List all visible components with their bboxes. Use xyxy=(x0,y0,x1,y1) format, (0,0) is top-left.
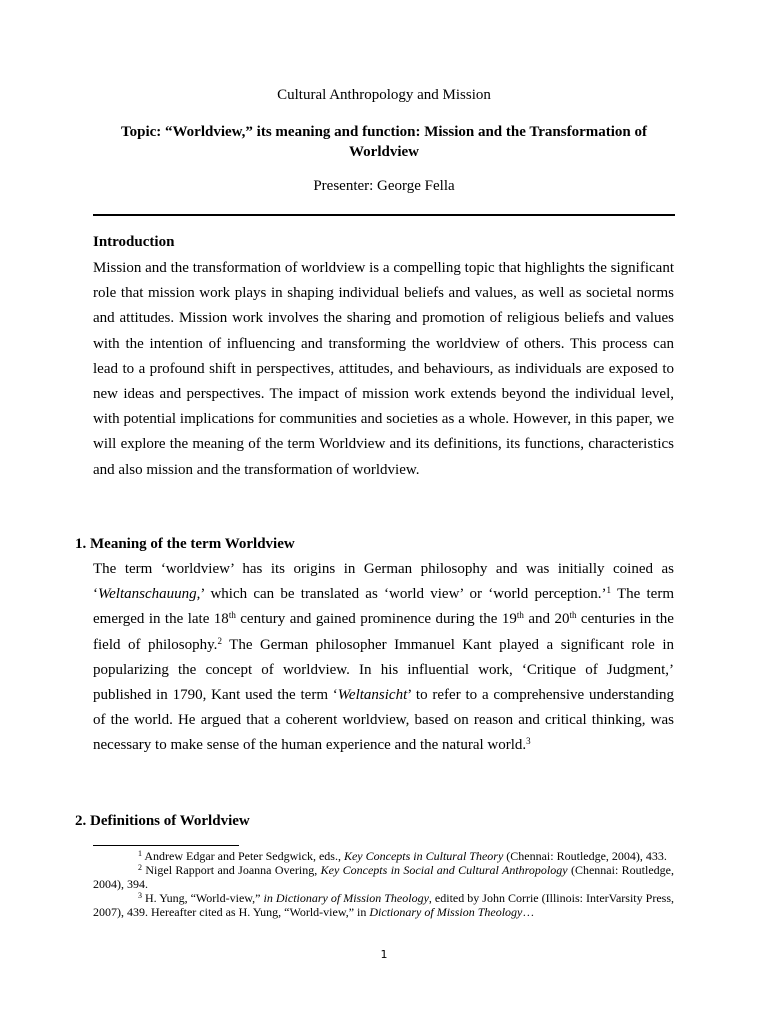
footnote-3: $^3$ H. Yung, “World-view,” in Dictionary of Mission Theology, edited by John Corrie (Illinois: InterVarsity Press, 2007), 439. Hereafter cited as H. Yung, “World-view,” in Dictionary of Mission Theology… xyxy=(93,891,674,919)
section-2-heading: 2. Definitions of Worldview xyxy=(75,813,250,829)
introduction-heading: Introduction xyxy=(93,234,175,250)
footnote-2: $^2$ Nigel Rapport and Joanna Overing, Key Concepts in Social and Cultural Anthropology (Chennai: Routledge, 2004), 394. xyxy=(93,863,674,891)
page-number: 1 xyxy=(380,948,388,961)
footnote-ref-3[interactable]: 3 xyxy=(526,736,531,747)
presenter-line: Presenter: George Fella xyxy=(313,178,455,194)
footnote-ref-1[interactable]: 1 xyxy=(606,585,611,596)
footnote-separator xyxy=(93,845,239,846)
paper-topic: Topic: “Worldview,” its meaning and function: Mission and the Transformation of Worldview xyxy=(120,124,648,160)
section-1-heading: 1. Meaning of the term Worldview xyxy=(75,536,295,552)
section-1-paragraph: The term ‘worldview’ has its origins in German philosophy and was initially coined as ‘Weltanschauung,’ which can be translated as ‘world view’ or ‘world perception.’$^1$ The term emerged in the late 18th century and gained prominence during the 19th and 20th centuries in the field of philosophy.$^2$ The German philosopher Immanuel Kant played a significant role in popularizing the concept of worldview. In his influential work, ‘Critique of Judgment,’ published in 1790, Kant used the term ‘Weltansicht’ to refer to a comprehensive understanding of the world. He argued that a coherent worldview, based on reason and critical thinking, was necessary to make sense of the human experience and the natural world.$^3$ xyxy=(93,561,675,754)
introduction-paragraph: Mission and the transformation of worldview is a compelling topic that highlights the significant role that mission work plays in shaping individual beliefs and values, as well as societal norms and attitudes. Mission work involves the sharing and promotion of religious beliefs and values with the intention of influencing and transforming the worldview of others. This process can lead to a profound shift in perspectives, attitudes, and behaviours, as individuals are exposed to new ideas and perspectives. The impact of mission work extends beyond the individual level, with potential implications for communities and societies as a whole. However, in this paper, we will explore the meaning of the term Worldview and its definitions, its functions, characteristics and also mission and the transformation of worldview. xyxy=(93,260,674,478)
header-divider xyxy=(93,214,675,216)
footnote-ref-2[interactable]: 2 xyxy=(217,635,222,646)
footnote-1: $^1$ Andrew Edgar and Peter Sedgwick, eds., Key Concepts in Cultural Theory (Chennai: Routledge, 2004), 433. xyxy=(138,849,667,863)
footnotes xyxy=(93,849,674,919)
term-weltanschauung: Weltanschauung xyxy=(98,586,197,603)
course-title: Cultural Anthropology and Mission xyxy=(277,87,491,103)
term-weltansicht: Weltansicht xyxy=(337,687,408,704)
